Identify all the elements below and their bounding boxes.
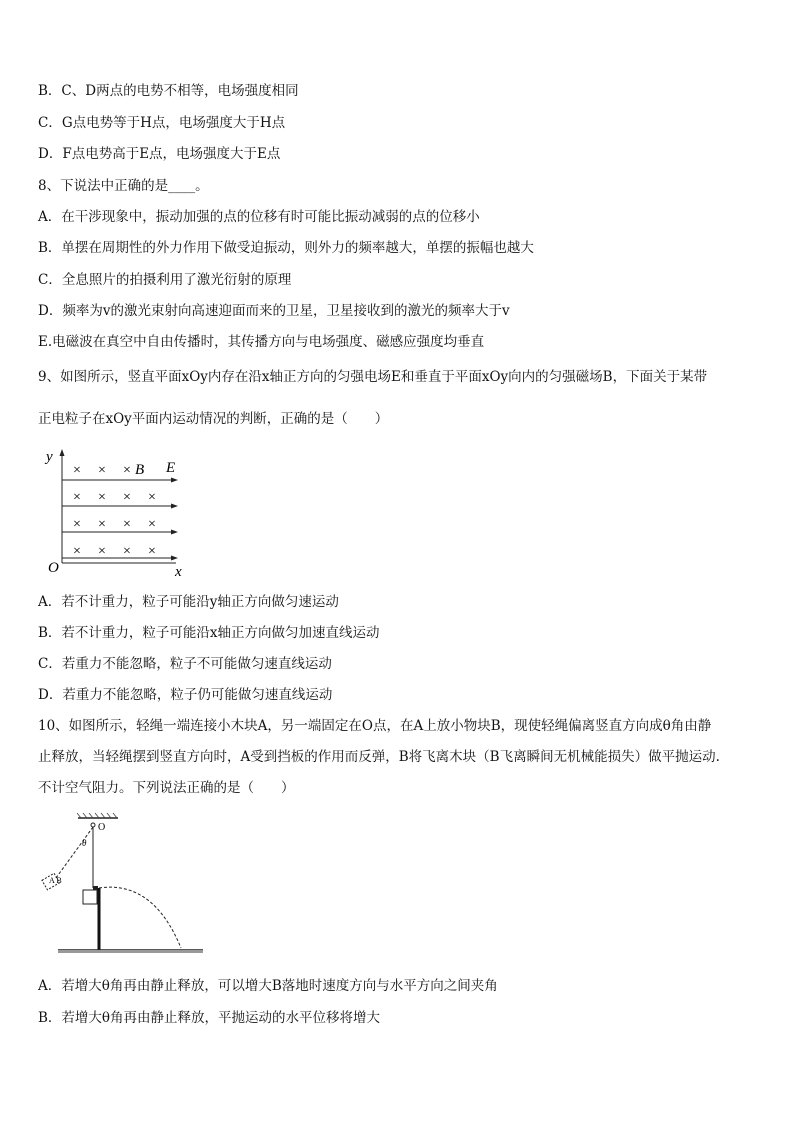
q7-option-c: C．G点电势等于H点，电场强度大于H点 [38, 115, 286, 131]
q8-option-d: D．频率为v的激光束射向高速迎面而来的卫星，卫星接收到的激光的频率大于v [38, 303, 510, 319]
q7-option-d: D．F点电势高于E点，电场强度大于E点 [38, 146, 281, 162]
x-axis-label: x [175, 564, 182, 580]
cross-icon: × [148, 490, 156, 505]
cross-icon: × [98, 517, 106, 532]
block-ab-label: A B [49, 876, 62, 885]
block-b [93, 886, 98, 890]
q9-field-diagram [40, 445, 200, 580]
ground-hatch [58, 950, 203, 953]
cross-icon: × [98, 544, 106, 559]
cross-icon: × [123, 490, 131, 505]
cross-icon: × [73, 517, 81, 532]
released-rope [56, 827, 93, 878]
origin-label: O [48, 560, 59, 576]
projectile-path [99, 887, 181, 948]
q9-option-d: D．若重力不能忽略，粒子仍可能做匀速直线运动 [38, 687, 333, 703]
q10-pendulum-diagram [38, 812, 206, 960]
electric-field-label: E [166, 460, 176, 476]
q10-stem-line1: 10、如图所示，轻绳一端连接小木块A，另一端固定在O点，在A上放小物块B，现使轻绳偏离竖直方向成θ角由静 [38, 718, 712, 734]
field-arrow-icon [171, 478, 178, 483]
q10-stem-line2: 止释放，当轻绳摆到竖直方向时，A受到挡板的作用而反弹，B将飞离木块（B飞离瞬间无机械能损失）做平抛运动. [38, 749, 720, 765]
q8-option-b: B．单摆在周期性的外力作用下做受迫振动，则外力的频率越大，单摆的振幅也越大 [38, 240, 534, 256]
cross-icon: × [148, 544, 156, 559]
block-a [83, 890, 97, 904]
q9-stem-line2: 正电粒子在xOy平面内运动情况的判断，正确的是（ ） [38, 411, 389, 427]
q9-option-b: B．若不计重力，粒子可能沿x轴正方向做匀加速直线运动 [38, 625, 380, 641]
field-arrow-icon [171, 504, 178, 509]
q9-option-a: A．若不计重力，粒子可能沿y轴正方向做匀速运动 [38, 594, 339, 610]
cross-icon: × [73, 544, 81, 559]
q7-option-b: B．C、D两点的电势不相等，电场强度相同 [38, 83, 299, 99]
q8-stem: 8、下说法中正确的是____。 [38, 178, 209, 194]
cross-icon: × [98, 490, 106, 505]
q10-option-b: B．若增大θ角再由静止释放，平抛运动的水平位移将增大 [38, 1010, 381, 1026]
q10-stem-line3: 不计空气阻力。下列说法正确的是（ ） [38, 780, 295, 796]
cross-icon: × [123, 517, 131, 532]
cross-icon: × [73, 490, 81, 505]
pivot-label: O [98, 822, 106, 833]
q10-option-a: A．若增大θ角再由静止释放，可以增大B落地时速度方向与水平方向之间夹角 [38, 978, 498, 994]
pivot-point [91, 823, 95, 827]
q8-option-c: C．全息照片的拍摄利用了激光衍射的原理 [38, 272, 292, 288]
cross-icon: × [148, 517, 156, 532]
q9-option-c: C．若重力不能忽略，粒子不可能做匀速直线运动 [38, 656, 332, 672]
field-arrow-icon [171, 556, 178, 561]
field-arrow-icon [171, 530, 178, 535]
q8-option-a: A．在干涉现象中，振动加强的点的位移有时可能比振动减弱的点的位移小 [38, 209, 480, 225]
cross-icon: × [123, 544, 131, 559]
cross-icon: × [123, 463, 131, 478]
cross-icon: × [98, 463, 106, 478]
magnetic-field-label: B [135, 462, 145, 478]
q9-stem-line1: 9、如图所示，竖直平面xOy内存在沿x轴正方向的匀强电场E和垂直于平面xOy向内的匀强磁场B，下面关于某带 [38, 369, 708, 385]
y-axis-arrow-icon [60, 449, 65, 456]
q8-option-e: E.电磁波在真空中自由传播时，其传播方向与电场强度、磁感应强度均垂直 [38, 334, 485, 350]
theta-label: θ [82, 838, 87, 848]
y-axis-label: y [46, 449, 53, 465]
cross-icon: × [73, 463, 81, 478]
